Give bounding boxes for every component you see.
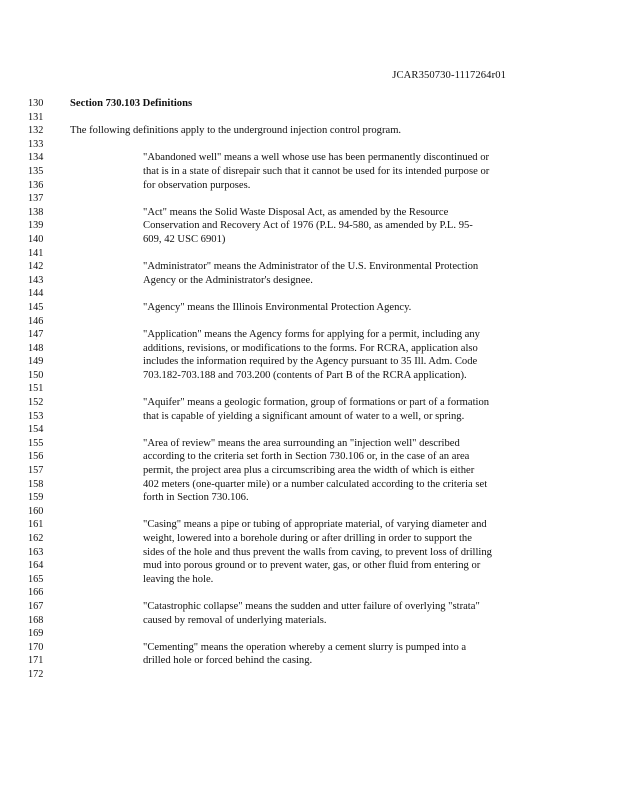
line-text: that is capable of yielding a significant amount of water to a well, or spring. xyxy=(143,410,465,422)
line-number: 136 xyxy=(28,179,44,191)
line-number: 142 xyxy=(28,261,44,273)
line-text: drilled hole or forced behind the casing. xyxy=(143,655,313,667)
document-line xyxy=(0,505,618,519)
line-number: 152 xyxy=(28,397,44,409)
document-line xyxy=(0,478,618,492)
line-number: 147 xyxy=(28,329,44,341)
line-text: for observation purposes. xyxy=(143,179,251,191)
document-line xyxy=(0,151,618,165)
line-text: "Aquifer" means a geologic formation, group of formations or part of a formation xyxy=(143,397,490,409)
document-line xyxy=(0,111,618,125)
document-line xyxy=(0,518,618,532)
line-text: includes the information required by the Agency pursuant to 35 Ill. Adm. Code xyxy=(143,356,478,368)
line-number: 161 xyxy=(28,519,44,531)
document-line xyxy=(0,450,618,464)
line-number: 133 xyxy=(28,138,44,150)
document-line xyxy=(0,206,618,220)
line-number: 160 xyxy=(28,505,44,517)
line-text: "Area of review" means the area surrounding an "injection well" described xyxy=(143,437,460,449)
line-number: 134 xyxy=(28,152,44,164)
line-number: 132 xyxy=(28,125,44,137)
line-number: 149 xyxy=(28,356,44,368)
document-line xyxy=(0,287,618,301)
document-line xyxy=(0,369,618,383)
line-number: 157 xyxy=(28,465,44,477)
line-number: 172 xyxy=(28,668,44,680)
line-number: 155 xyxy=(28,437,44,449)
document-line xyxy=(0,138,618,152)
line-text: caused by removal of underlying materials. xyxy=(143,614,327,626)
document-line xyxy=(0,247,618,261)
document-line xyxy=(0,355,618,369)
line-number: 130 xyxy=(28,98,44,109)
line-text: 609, 42 USC 6901) xyxy=(143,233,226,245)
line-number: 139 xyxy=(28,220,44,232)
document-line xyxy=(0,260,618,274)
line-number: 171 xyxy=(28,655,44,667)
document-line xyxy=(0,124,618,138)
line-number: 166 xyxy=(28,587,44,599)
line-number: 151 xyxy=(28,383,44,395)
line-text: "Act" means the Solid Waste Disposal Act, as amended by the Resource xyxy=(143,206,449,218)
line-number: 144 xyxy=(28,288,44,300)
line-number: 163 xyxy=(28,546,44,558)
document-line xyxy=(0,410,618,424)
line-text: according to the criteria set forth in Section 730.106 or, in the case of an area xyxy=(143,451,470,463)
line-number: 165 xyxy=(28,573,44,585)
line-number: 156 xyxy=(28,451,44,463)
document-line xyxy=(0,464,618,478)
line-text: forth in Section 730.106. xyxy=(143,492,249,504)
line-text: 402 meters (one-quarter mile) or a number calculated according to the criteria set xyxy=(143,478,488,490)
document-line xyxy=(0,654,618,668)
document-line xyxy=(0,641,618,655)
document-line xyxy=(0,573,618,587)
line-text: "Catastrophic collapse" means the sudden and utter failure of overlying "strata" xyxy=(143,600,480,612)
document-line xyxy=(0,437,618,451)
document-line xyxy=(0,219,618,233)
document-line xyxy=(0,233,618,247)
line-number: 148 xyxy=(28,342,44,354)
document-line xyxy=(0,614,618,628)
line-number: 143 xyxy=(28,274,44,286)
line-number: 168 xyxy=(28,614,44,626)
line-number: 141 xyxy=(28,247,44,259)
document-body xyxy=(0,97,618,682)
line-number: 145 xyxy=(28,301,44,313)
document-line xyxy=(0,396,618,410)
line-text: mud into porous ground or to prevent water, gas, or other fluid from entering or xyxy=(143,560,481,572)
section-heading: Section 730.103 Definitions xyxy=(70,98,193,109)
line-text: "Abandoned well" means a well whose use has been permanently discontinued or xyxy=(143,152,490,164)
line-text: sides of the hole and thus prevent the walls from caving, to prevent loss of drilling xyxy=(143,546,492,558)
line-number: 138 xyxy=(28,206,44,218)
document-line xyxy=(0,532,618,546)
document-line xyxy=(0,328,618,342)
line-number: 159 xyxy=(28,492,44,504)
document-line xyxy=(0,586,618,600)
line-number: 131 xyxy=(28,111,44,123)
line-text: "Cementing" means the operation whereby a cement slurry is pumped into a xyxy=(143,641,467,653)
line-number: 140 xyxy=(28,233,44,245)
document-id: JCAR350730-1117264r01 xyxy=(392,70,506,81)
document-line xyxy=(0,192,618,206)
line-text: leaving the hole. xyxy=(143,573,214,585)
document-line xyxy=(0,274,618,288)
line-text: that is in a state of disrepair such that it cannot be used for its intended purpose or xyxy=(143,165,490,177)
document-line xyxy=(0,97,618,111)
line-text: "Agency" means the Illinois Environmental Protection Agency. xyxy=(143,301,412,313)
line-number: 154 xyxy=(28,424,44,436)
line-number: 135 xyxy=(28,165,44,177)
line-number: 167 xyxy=(28,600,44,612)
line-number: 158 xyxy=(28,478,44,490)
line-text: permit, the project area plus a circumscribing area the width of which is either xyxy=(143,465,475,477)
document-line xyxy=(0,546,618,560)
line-number: 137 xyxy=(28,193,44,205)
line-text: weight, lowered into a borehole during or after drilling in order to support the xyxy=(143,533,472,544)
line-text: "Application" means the Agency forms for applying for a permit, including any xyxy=(143,329,480,341)
line-number: 150 xyxy=(28,369,44,381)
line-number: 169 xyxy=(28,628,44,640)
document-line xyxy=(0,165,618,179)
line-number: 146 xyxy=(28,315,44,327)
document-line xyxy=(0,342,618,356)
document-line xyxy=(0,423,618,437)
line-text: 703.182-703.188 and 703.200 (contents of Part B of the RCRA application). xyxy=(143,369,467,381)
document-line xyxy=(0,179,618,193)
line-text: The following definitions apply to the underground injection control program. xyxy=(70,125,402,137)
line-number: 164 xyxy=(28,560,44,572)
document-line xyxy=(0,627,618,641)
document-line xyxy=(0,315,618,329)
line-number: 153 xyxy=(28,410,44,422)
line-number: 170 xyxy=(28,641,44,653)
document-line xyxy=(0,382,618,396)
document-line xyxy=(0,668,618,682)
line-text: Agency or the Administrator's designee. xyxy=(143,274,313,286)
document-line xyxy=(0,491,618,505)
document-line xyxy=(0,559,618,573)
line-text: Conservation and Recovery Act of 1976 (P.L. 94-580, as amended by P.L. 95- xyxy=(143,220,473,232)
line-text: "Administrator" means the Administrator of the U.S. Environmental Protection xyxy=(143,261,479,273)
line-text: "Casing" means a pipe or tubing of appropriate material, of varying diameter and xyxy=(143,519,487,531)
document-line xyxy=(0,301,618,315)
line-number: 162 xyxy=(28,533,44,544)
line-text: additions, revisions, or modifications to the forms. For RCRA, application also xyxy=(143,342,478,354)
document-line xyxy=(0,600,618,614)
